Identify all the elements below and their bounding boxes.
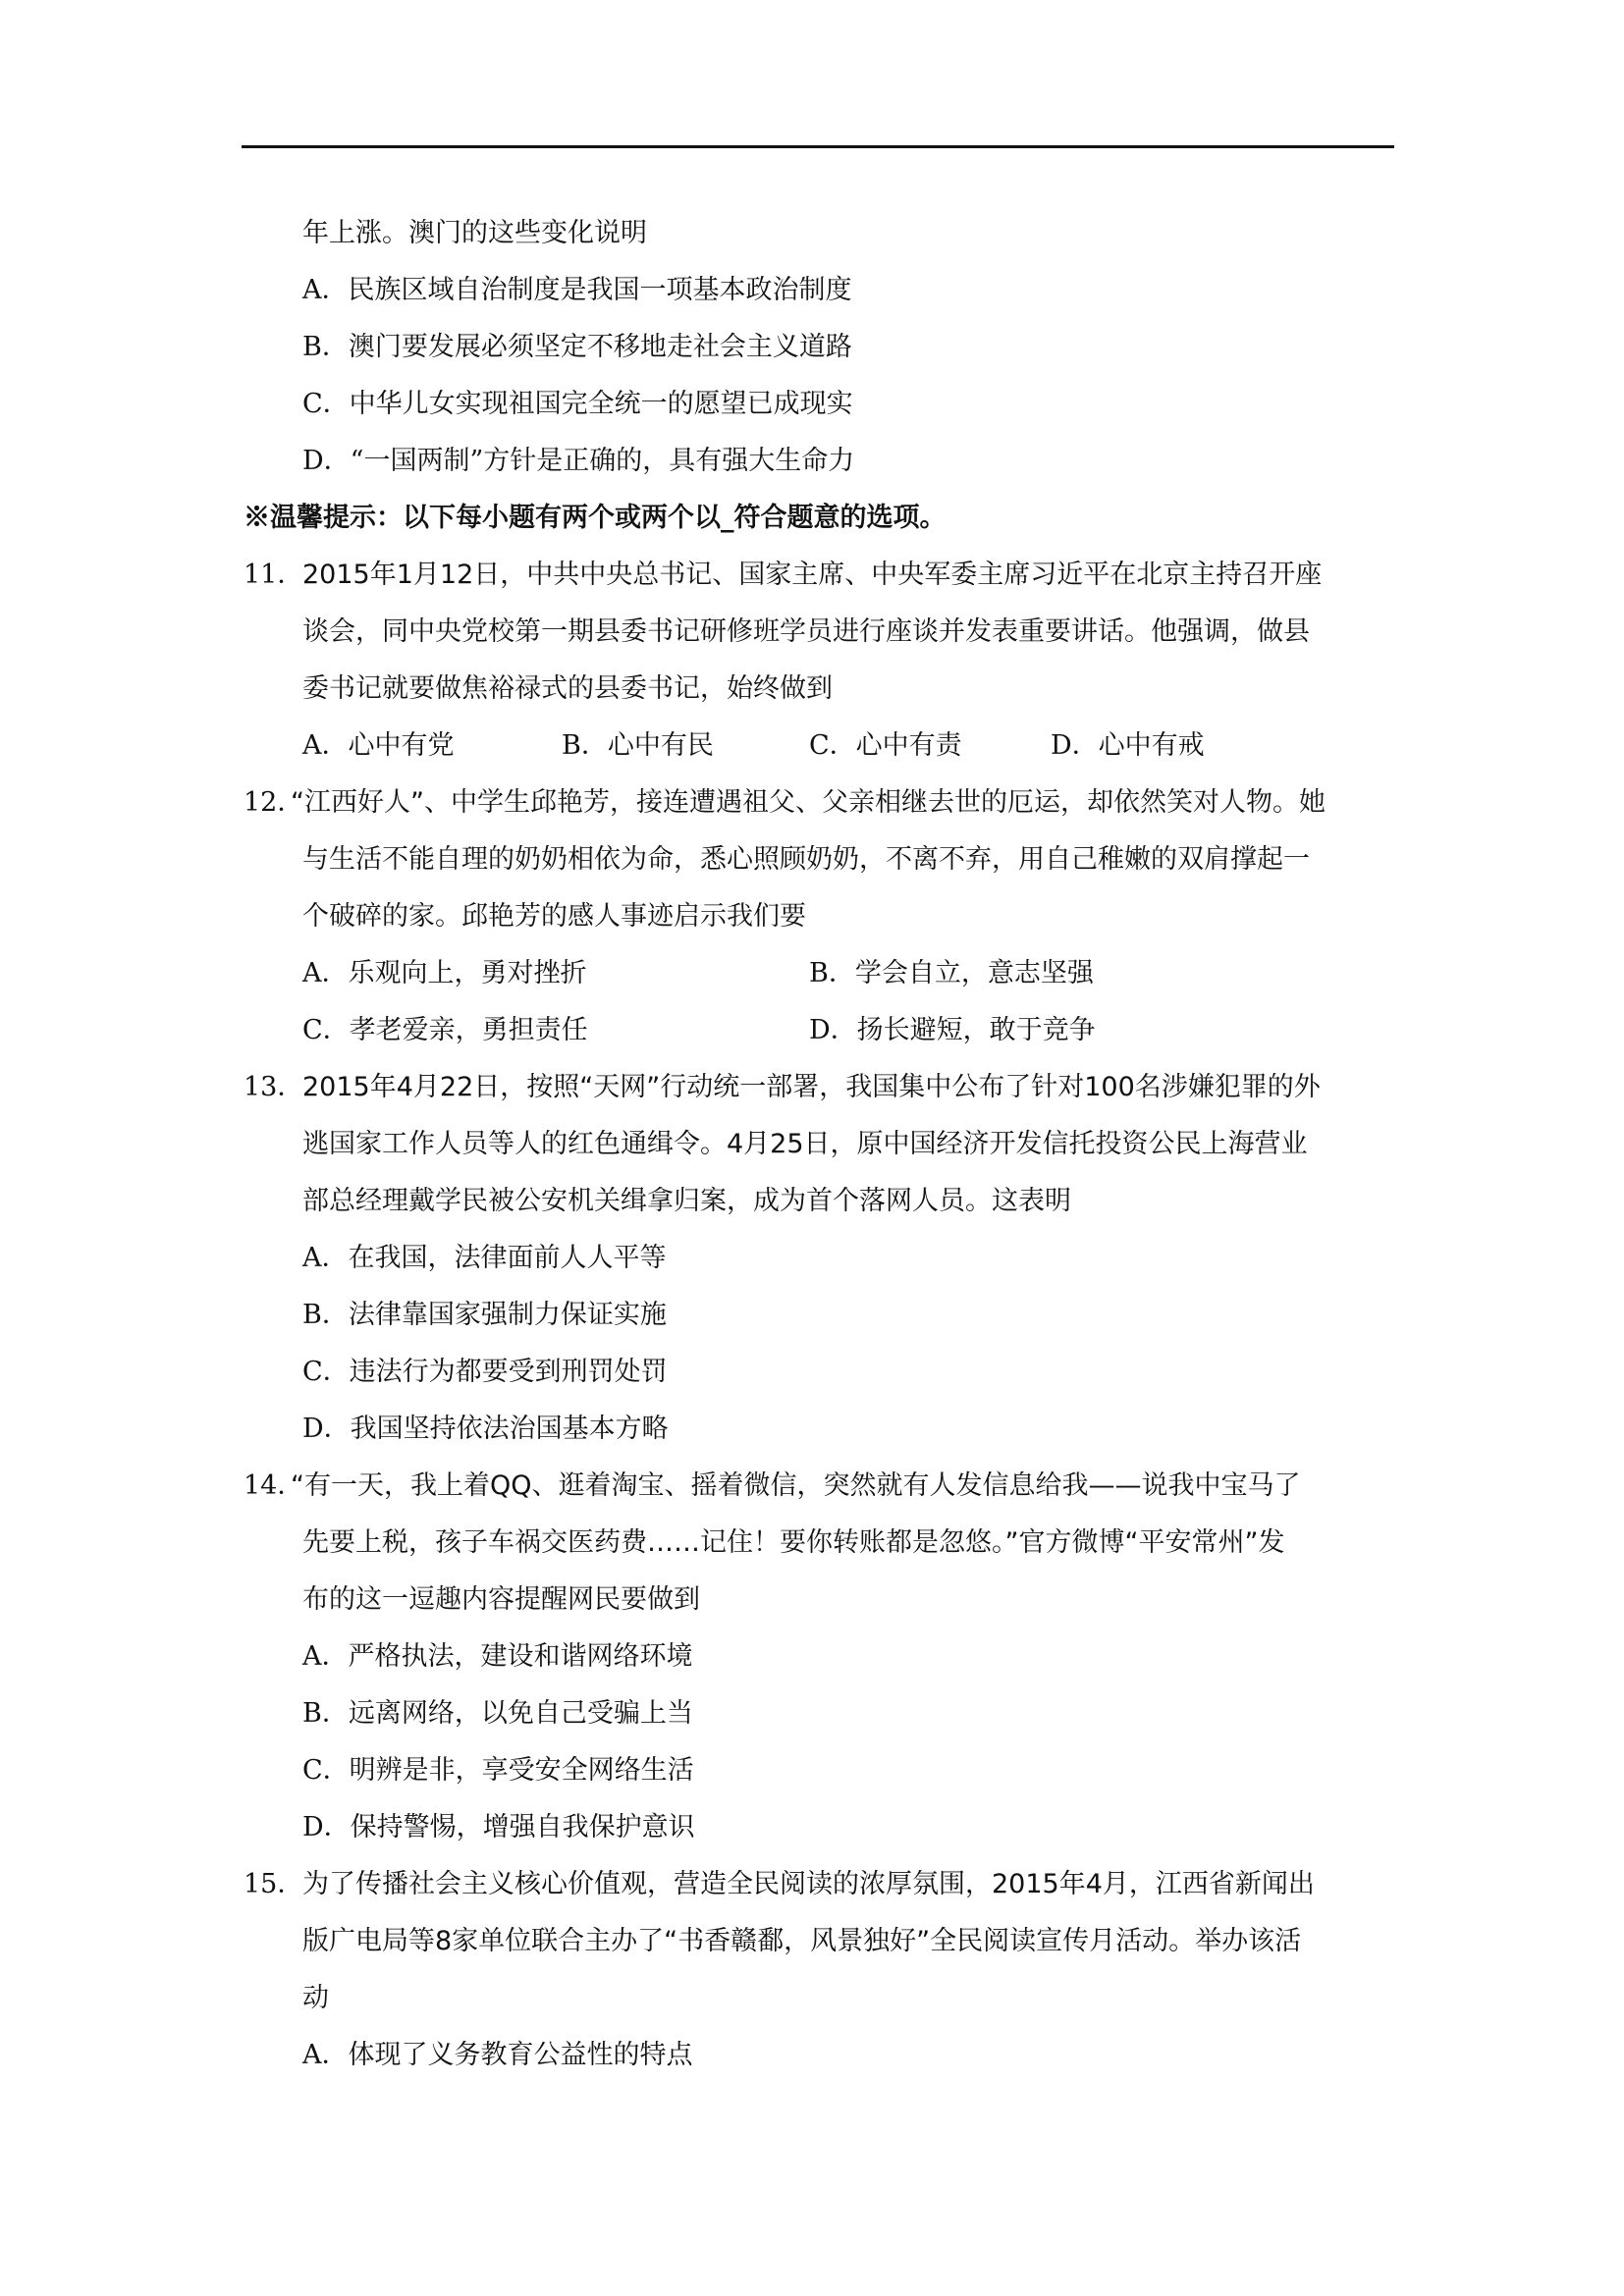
q10-option-d: D．“一国两制”方针是正确的，具有强大生命力 [302, 446, 855, 476]
q14-line-1: “有一天，我上着QQ、逛着淘宝、摇着微信，突然就有人发信息给我——说我中宝马了 [291, 1470, 1301, 1501]
q12-option-a: A．乐观向上，勇对挫折 [302, 958, 587, 988]
q10-option-b: B．澳门要发展必须坚定不移地走社会主义道路 [302, 332, 852, 362]
q11-line-3: 委书记就要做焦裕禄式的县委书记，始终做到 [302, 673, 833, 704]
q11-option-c: C．心中有责 [809, 730, 962, 761]
q14-line-3: 布的这一逗趣内容提醒网民要做到 [302, 1584, 700, 1615]
q11-option-d: D．心中有戒 [1051, 730, 1205, 761]
q15-option-a: A．体现了义务教育公益性的特点 [302, 2040, 693, 2070]
q13-option-d: D．我国坚持依法治国基本方略 [302, 1414, 669, 1444]
q13-option-a: A．在我国，法律面前人人平等 [302, 1243, 667, 1273]
q12-line-1: “江西好人”、中学生邱艳芳，接连遭遇祖父、父亲相继去世的厄运，却依然笑对人物。她 [291, 787, 1326, 818]
q12-option-d: D．扬长避短，敢于竞争 [809, 1015, 1096, 1045]
q15-number: 15． [244, 1869, 304, 1899]
q12-option-b: B．学会自立，意志坚强 [809, 958, 1094, 988]
q12-line-2: 与生活不能自理的奶奶相依为命，悉心照顾奶奶，不离不弃，用自己稚嫩的双肩撑起一 [302, 844, 1310, 875]
q12-number: 12． [244, 787, 304, 818]
q15-line-1: 为了传播社会主义核心价值观，营造全民阅读的浓厚氛围，2015年4月，江西省新闻出 [302, 1869, 1315, 1899]
q14-option-b: B．远离网络，以免自己受骗上当 [302, 1698, 693, 1729]
q12-line-3: 个破碎的家。邱艳芳的感人事迹启示我们要 [302, 901, 806, 932]
q11-number: 11． [244, 560, 304, 590]
header-rule [242, 145, 1394, 148]
q15-line-3: 动 [302, 1983, 329, 2013]
q14-option-a: A．严格执法，建设和谐网络环境 [302, 1641, 693, 1672]
q13-line-3: 部总经理戴学民被公安机关缉拿归案，成为首个落网人员。这表明 [302, 1186, 1071, 1216]
instruction-tip: ※温馨提示：以下每小题有两个或两个以_符合题意的选项。 [244, 503, 947, 533]
q13-line-1: 2015年4月22日，按照“天网”行动统一部署，我国集中公布了针对100名涉嫌犯罪的外 [302, 1072, 1321, 1102]
q13-option-c: C．违法行为都要受到刑罚处罚 [302, 1357, 668, 1387]
q12-option-c: C．孝老爱亲，勇担责任 [302, 1015, 588, 1045]
q14-number: 14． [244, 1470, 304, 1501]
q14-line-2: 先要上税，孩子车祸交医药费……记住！要你转账都是忽悠。”官方微博“平安常州”发 [302, 1527, 1285, 1558]
q13-number: 13． [244, 1072, 304, 1102]
q10-stem: 年上涨。澳门的这些变化说明 [302, 218, 647, 248]
q11-line-1: 2015年1月12日，中共中央总书记、国家主席、中央军委主席习近平在北京主持召开座 [302, 560, 1323, 590]
q15-line-2: 版广电局等8家单位联合主办了“书香赣鄱，风景独好”全民阅读宣传月活动。举办该活 [302, 1926, 1302, 1956]
q11-option-b: B．心中有民 [562, 730, 714, 761]
q10-option-a: A．民族区域自治制度是我国一项基本政治制度 [302, 275, 852, 305]
q11-option-a: A．心中有党 [302, 730, 455, 761]
q10-option-c: C．中华儿女实现祖国完全统一的愿望已成现实 [302, 389, 853, 419]
q11-line-2: 谈会，同中央党校第一期县委书记研修班学员进行座谈并发表重要讲话。他强调，做县 [302, 616, 1310, 647]
q13-option-b: B．法律靠国家强制力保证实施 [302, 1300, 667, 1330]
q13-line-2: 逃国家工作人员等人的红色通缉令。4月25日，原中国经济开发信托投资公民上海营业 [302, 1129, 1308, 1159]
q14-option-d: D．保持警惕，增强自我保护意识 [302, 1812, 695, 1842]
q14-option-c: C．明辨是非，享受安全网络生活 [302, 1755, 694, 1786]
